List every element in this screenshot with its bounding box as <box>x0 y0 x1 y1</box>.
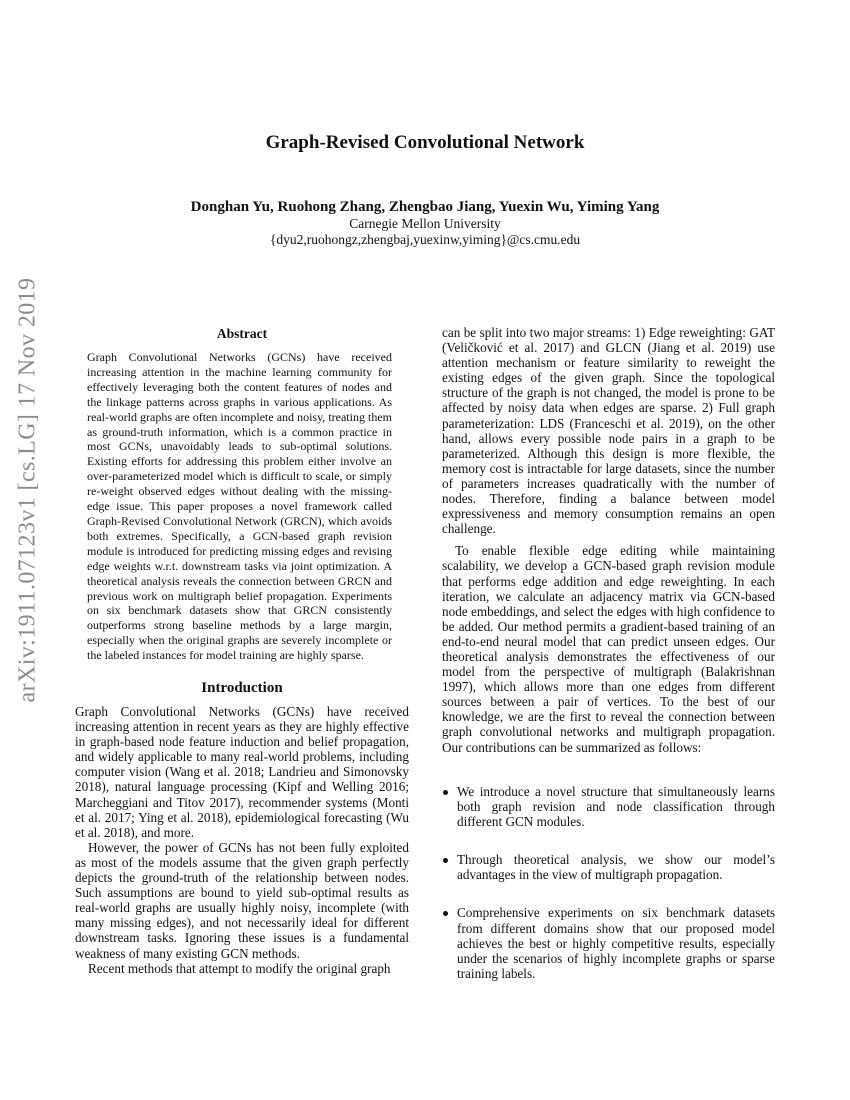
contribution-item <box>442 905 775 980</box>
bullet-icon <box>443 790 448 795</box>
author-emails: {dyu2,ruohongz,zhengbaj,yuexinw,yiming}@cs.cmu.edu <box>269 232 581 247</box>
intro-paragraph: Graph Convolutional Networks (GCNs) have received increasing attention in recent years as they are highly effective in graph-based node feature induction and belief propagation, and widely applicable to many real-world problems, including computer vision (Wang et al. 2018; Landrieu and Simonovsky 2018), natural language processing (Kipf and Welling 2016; Marcheggiani and Titov 2017), recommender systems (Monti et al. 2017; Ying et al. 2018), epidemiological forecasting (Wu et al. 2018), and more. <box>75 704 409 840</box>
contribution-item <box>442 784 775 829</box>
contribution-text: Comprehensive experiments on six benchmark datasets from different domains show that our proposed model achieves the best or highly competitive results, especially under the scenarios of highly incomplete graphs or sparse training labels. <box>457 905 775 981</box>
arxiv-identifier <box>5 277 50 703</box>
right-paragraph: To enable flexible edge editing while maintaining scalability, we develop a GCN-based graph revision module that performs edge addition and edge reweighting. In each iteration, we calculate an adjacency matrix via GCN-based node embeddings, and select the edges with high confidence to be added. Our method permits a gradient-based training of an end-to-end neural model that can predict unseen edges. Our theoretical analysis demonstrates the effectiveness of our model from the perspective of multigraph (Balakrishnan 1997), which allows more than one edges from different sources between a pair of vertices. To the best of our knowledge, we are the first to reveal the connection between graph convolutional networks and multigraph propagation. Our contributions can be summarized as follows: <box>442 543 775 755</box>
bullet-icon <box>443 911 448 916</box>
paper-title: Graph-Revised Convolutional Network <box>265 132 585 153</box>
contributions-list <box>442 784 775 981</box>
affiliation: Carnegie Mellon University <box>349 216 501 231</box>
intro-paragraph: However, the power of GCNs has not been fully exploited as most of the models assume that the given graph perfectly depicts the ground-truth of the relationship between nodes. Such assumptions are bound to yield sub-optimal results as real-world graphs are usually highly noisy, incomplete (with many missing edges), and not necessarily ideal for different downstream tasks. Ignoring these issues is a fundamental weakness of many existing GCN methods. <box>75 839 409 961</box>
contribution-text: We introduce a novel structure that simultaneously learns both graph revision and node classification through different GCN modules. <box>457 784 775 830</box>
abstract-heading: Abstract <box>216 326 268 341</box>
abstract-body: Graph Convolutional Networks (GCNs) have received increasing attention in the machine learning community for effectively leveraging both the content features of nodes and the linkage patterns across graphs in various applications. As real-world graphs are often incomplete and noisy, treating them as ground-truth information, which is a common practice in most GCNs, unavoidably leads to sub-optimal solutions. Existing efforts for addressing this problem either involve an over-parameterized model which is difficult to scale, or simply re-weight observed edges without dealing with the missing-edge issue. This paper proposes a novel framework called Graph-Revised Convolutional Network (GRCN), which avoids both extremes. Specifically, a GCN-based graph revision module is introduced for predicting missing edges and revising edge weights w.r.t. downstream tasks via joint optimization. A theoretical analysis reveals the connection between GRCN and previous work on multigraph belief propagation. Experiments on six benchmark datasets show that GRCN consistently outperforms strong baseline methods by a large margin, especially when the original graphs are severely incomplete or the labeled instances for model training are highly sparse. <box>87 350 392 663</box>
arxiv-identifier-text: arXiv:1911.07123v1 [cs.LG] 17 Nov 2019 <box>14 277 40 703</box>
author-list: Donghan Yu, Ruohong Zhang, Zhengbao Jiang, Yuexin Wu, Yiming Yang <box>190 199 660 215</box>
intro-paragraph: Recent methods that attempt to modify the original graph <box>88 960 391 976</box>
bullet-icon <box>443 858 448 863</box>
right-column-body <box>442 325 775 755</box>
contribution-item <box>442 852 775 882</box>
introduction-body <box>75 704 409 976</box>
right-paragraph: can be split into two major streams: 1) Edge reweighting: GAT (Veličković et al. 2017) and GLCN (Jiang et al. 2019) use attention mechanism or feature similarity to reweight the existing edges of the given graph. Since the topological structure of the graph is not changed, the model is prone to be affected by noisy data when edges are sparse. 2) Full graph parameterization: LDS (Franceschi et al. 2019), on the other hand, allows every possible node pairs in a graph to be parameterized. Although this design is more flexible, the memory cost is intractable for large datasets, since the number of parameters increases quadratically with the number of nodes. Therefore, finding a balance between model expressiveness and memory consumption remains an open challenge. <box>442 325 775 537</box>
contribution-text: Through theoretical analysis, we show our model’s advantages in the view of multigraph propagation. <box>457 852 775 883</box>
introduction-heading: Introduction <box>201 680 283 696</box>
